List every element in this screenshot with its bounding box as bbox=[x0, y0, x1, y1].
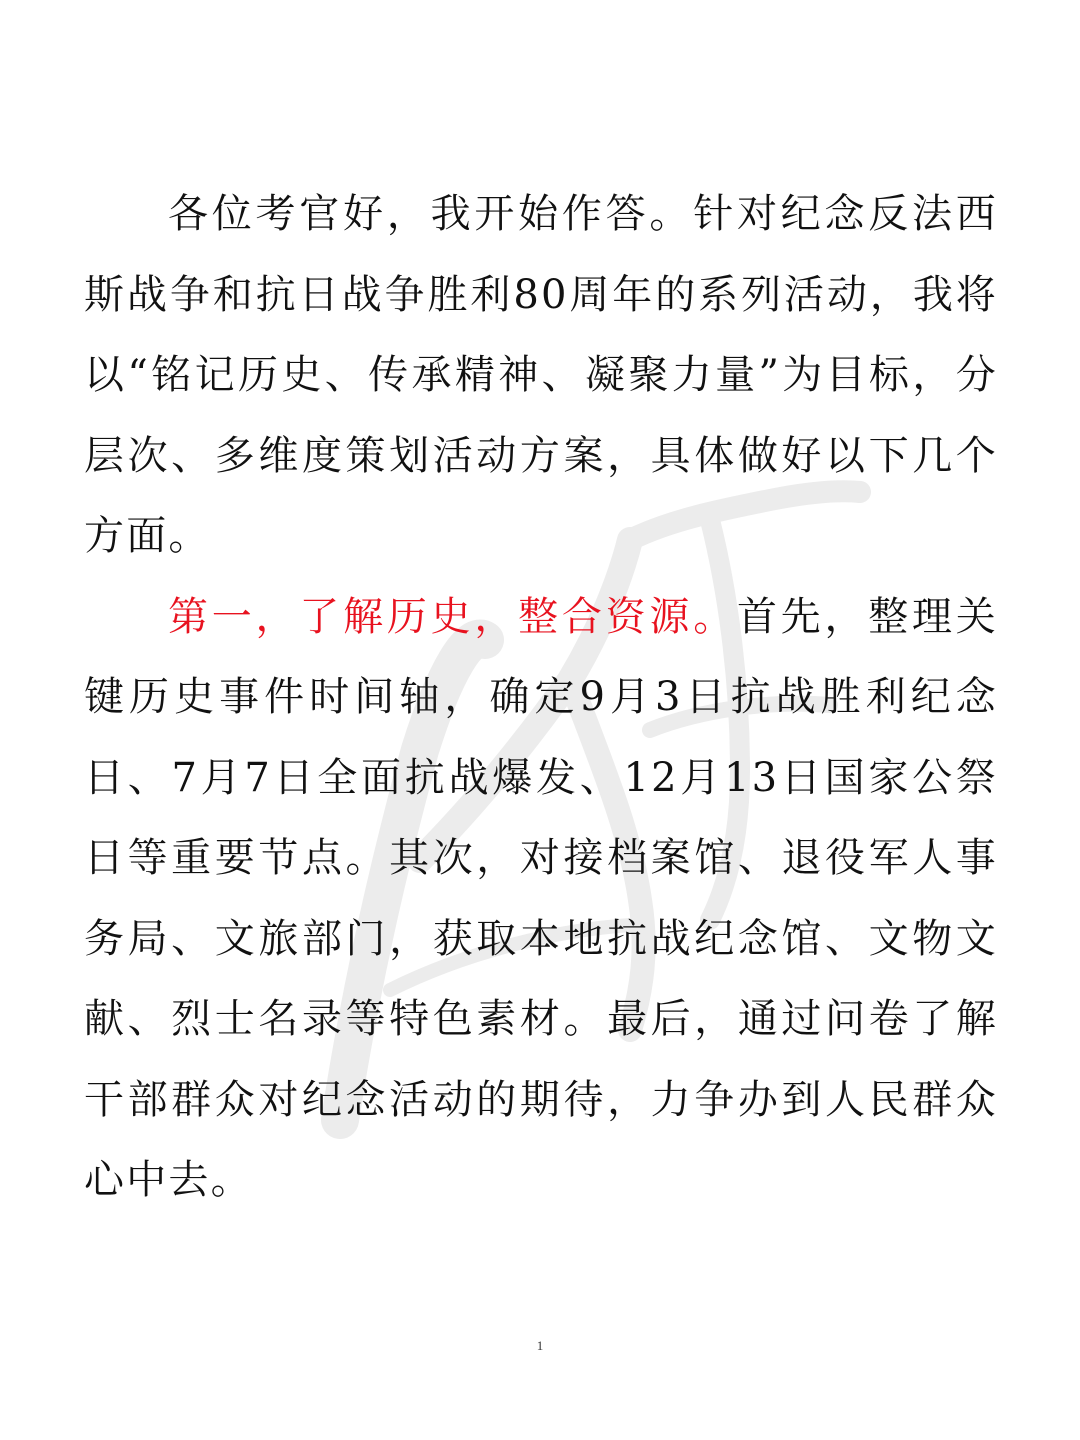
paragraph-point-one bbox=[84, 577, 998, 1221]
answer-body bbox=[84, 174, 998, 1221]
page-number: 1 bbox=[536, 1338, 544, 1353]
paragraph-text: 各位考官好，我开始作答。针对纪念反法西斯战争和抗日战争胜利80周年的系列活动，我将以“铭记历史、传承精神、凝聚力量”为目标，分层次、多维度策划活动方案，具体做好以下几个方面。 bbox=[84, 191, 998, 559]
paragraph-intro bbox=[84, 174, 998, 577]
paragraph-lead: 第一，了解历史，整合资源。 bbox=[168, 593, 737, 640]
paragraph-text: 首先，整理关键历史事件时间轴，确定9月3日抗战胜利纪念日、7月7日全面抗战爆发、12月13日国家公祭日等重要节点。其次，对接档案馆、退役军人事务局、文旅部门，获取本地抗战纪念馆、文物文献、烈士名录等特色素材。最后，通过问卷了解干部群众对纪念活动的期待，力争办到人民群众心中去。 bbox=[84, 593, 998, 1203]
